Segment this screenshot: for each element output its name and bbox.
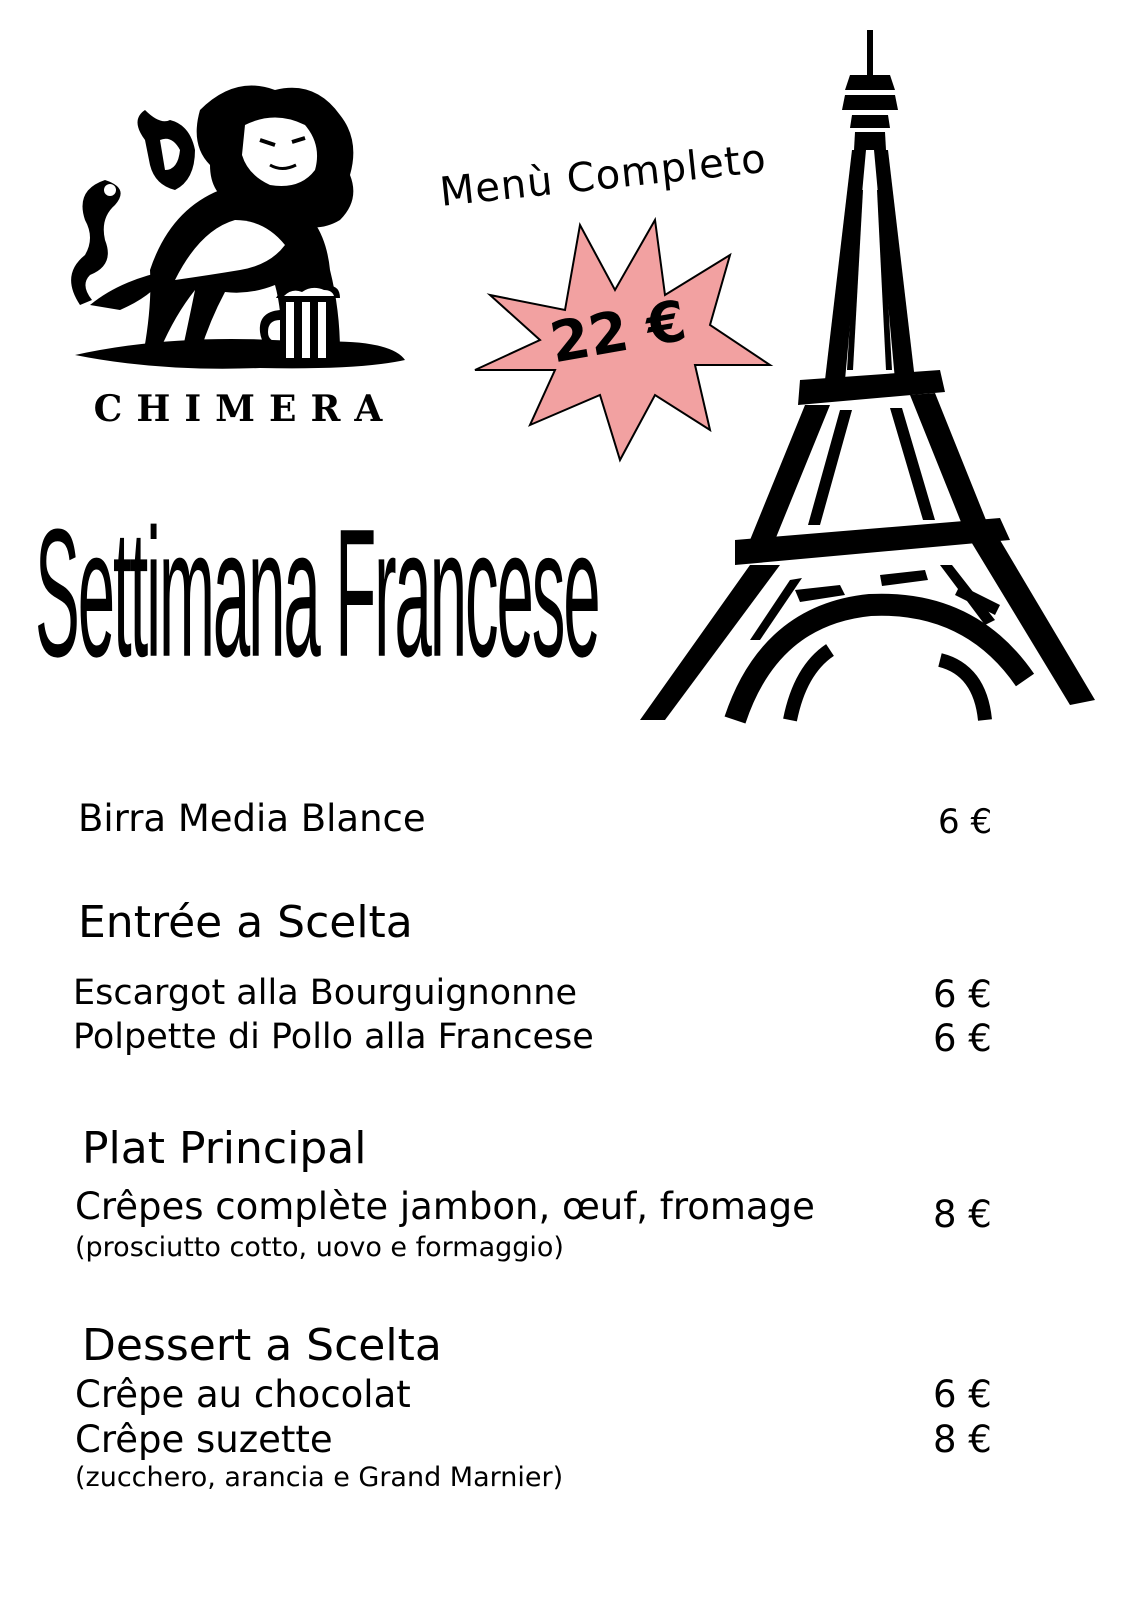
menu-item-beer-price: 6 € <box>938 802 993 842</box>
section-heading-plat: Plat Principal <box>82 1123 367 1174</box>
promo-label: Menù Completo <box>437 135 769 216</box>
menu-item-price: 8 € <box>933 1418 992 1461</box>
menu-item-price: 6 € <box>933 973 992 1016</box>
menu-item-beer-name: Birra Media Blance <box>78 797 426 840</box>
menu-item-note: (zucchero, arancia e Grand Marnier) <box>75 1462 564 1493</box>
brand-name: CHIMERA <box>93 388 397 430</box>
chimera-logo <box>60 70 420 440</box>
menu-item-price: 6 € <box>933 1373 992 1416</box>
menu-item-name: Crêpe au chocolat <box>75 1373 411 1416</box>
section-heading-entree: Entrée a Scelta <box>78 897 413 948</box>
menu-item-note: (prosciutto cotto, uovo e formaggio) <box>75 1232 564 1263</box>
eiffel-tower-icon <box>640 20 1110 740</box>
menu-item-price: 6 € <box>933 1017 992 1060</box>
page-title: Settimana Francese <box>35 492 599 696</box>
menu-item-name: Crêpes complète jambon, œuf, fromage <box>75 1185 815 1228</box>
chimera-lion-with-beer-mug-icon <box>60 70 420 440</box>
section-heading-dessert: Dessert a Scelta <box>82 1320 442 1371</box>
menu-item-price: 8 € <box>933 1193 992 1236</box>
menu-item-name: Escargot alla Bourguignonne <box>73 973 577 1013</box>
promo-price: 22 € <box>545 288 691 377</box>
menu-item-name: Polpette di Pollo alla Francese <box>73 1017 594 1057</box>
menu-item-name: Crêpe suzette <box>75 1418 333 1461</box>
